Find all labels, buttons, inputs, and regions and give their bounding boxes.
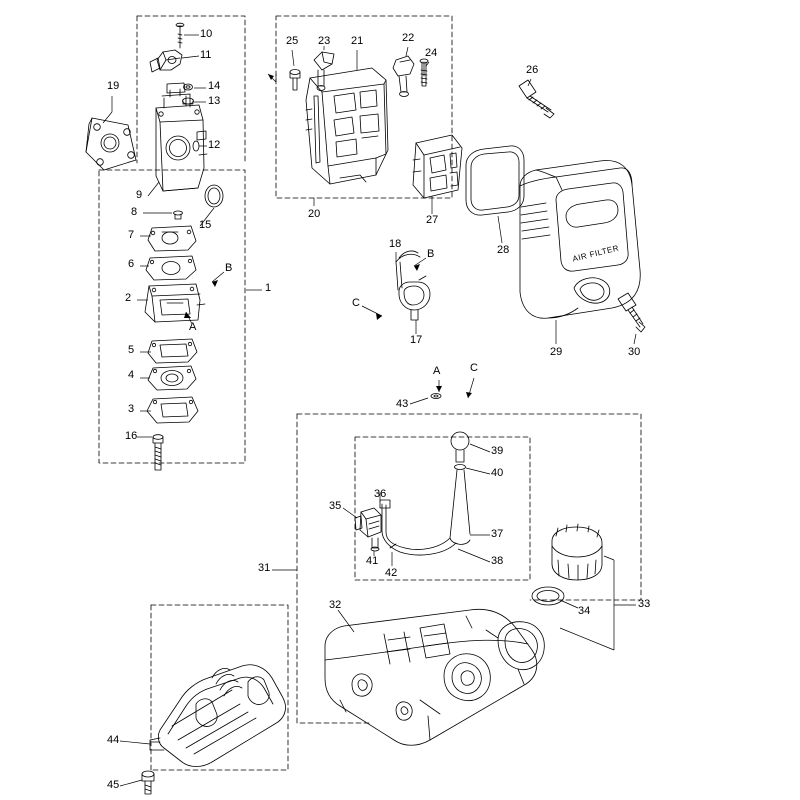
callout-6: 6 [128, 258, 135, 270]
callout-1: 1 [265, 282, 272, 294]
section-letter-c-left: C [352, 297, 360, 309]
callout-33: 33 [638, 598, 651, 610]
callout-17: 17 [410, 334, 423, 346]
callout-9: 9 [136, 189, 143, 201]
section-letter-a-left: A [189, 321, 197, 333]
callout-32: 32 [329, 599, 342, 611]
callout-36: 36 [374, 488, 387, 500]
section-letter-b-right: B [427, 248, 435, 260]
callout-29: 29 [550, 346, 563, 358]
callout-30: 30 [628, 346, 641, 358]
air-filter-text: AIR FILTER [571, 243, 620, 264]
callout-12: 12 [208, 139, 221, 151]
callout-31: 31 [258, 562, 271, 574]
callout-3: 3 [128, 403, 135, 415]
callout-13: 13 [208, 95, 221, 107]
callout-14: 14 [208, 80, 221, 92]
section-letter-b-left: B [225, 262, 233, 274]
callout-2: 2 [125, 292, 132, 304]
callout-5: 5 [128, 344, 135, 356]
callout-23: 23 [318, 35, 331, 47]
callout-15: 15 [199, 219, 212, 231]
callout-20: 20 [308, 208, 321, 220]
section-letter-c-bottom: C [470, 362, 478, 374]
callout-43: 43 [396, 398, 409, 410]
callout-37: 37 [491, 528, 504, 540]
callout-41: 41 [366, 555, 379, 567]
callout-28: 28 [497, 244, 510, 256]
callout-44: 44 [107, 734, 120, 746]
callout-4: 4 [128, 369, 135, 381]
callout-34: 34 [578, 605, 591, 617]
callout-18: 18 [389, 238, 402, 250]
callout-25: 25 [286, 35, 299, 47]
callout-10: 10 [200, 28, 213, 40]
callout-45: 45 [107, 779, 120, 791]
callout-8: 8 [131, 206, 138, 218]
callout-40: 40 [491, 467, 504, 479]
callout-19: 19 [107, 80, 120, 92]
callout-7: 7 [128, 229, 135, 241]
section-letter-a-bottom: A [433, 365, 441, 377]
callout-38: 38 [491, 555, 504, 567]
callout-27: 27 [426, 214, 439, 226]
callout-22: 22 [402, 32, 415, 44]
callout-42: 42 [385, 567, 398, 579]
callout-35: 35 [329, 500, 342, 512]
callout-26: 26 [526, 64, 539, 76]
callout-24: 24 [425, 47, 438, 59]
callout-21: 21 [351, 35, 364, 47]
callout-16: 16 [125, 430, 138, 442]
callout-39: 39 [491, 445, 504, 457]
callout-11: 11 [200, 49, 212, 61]
